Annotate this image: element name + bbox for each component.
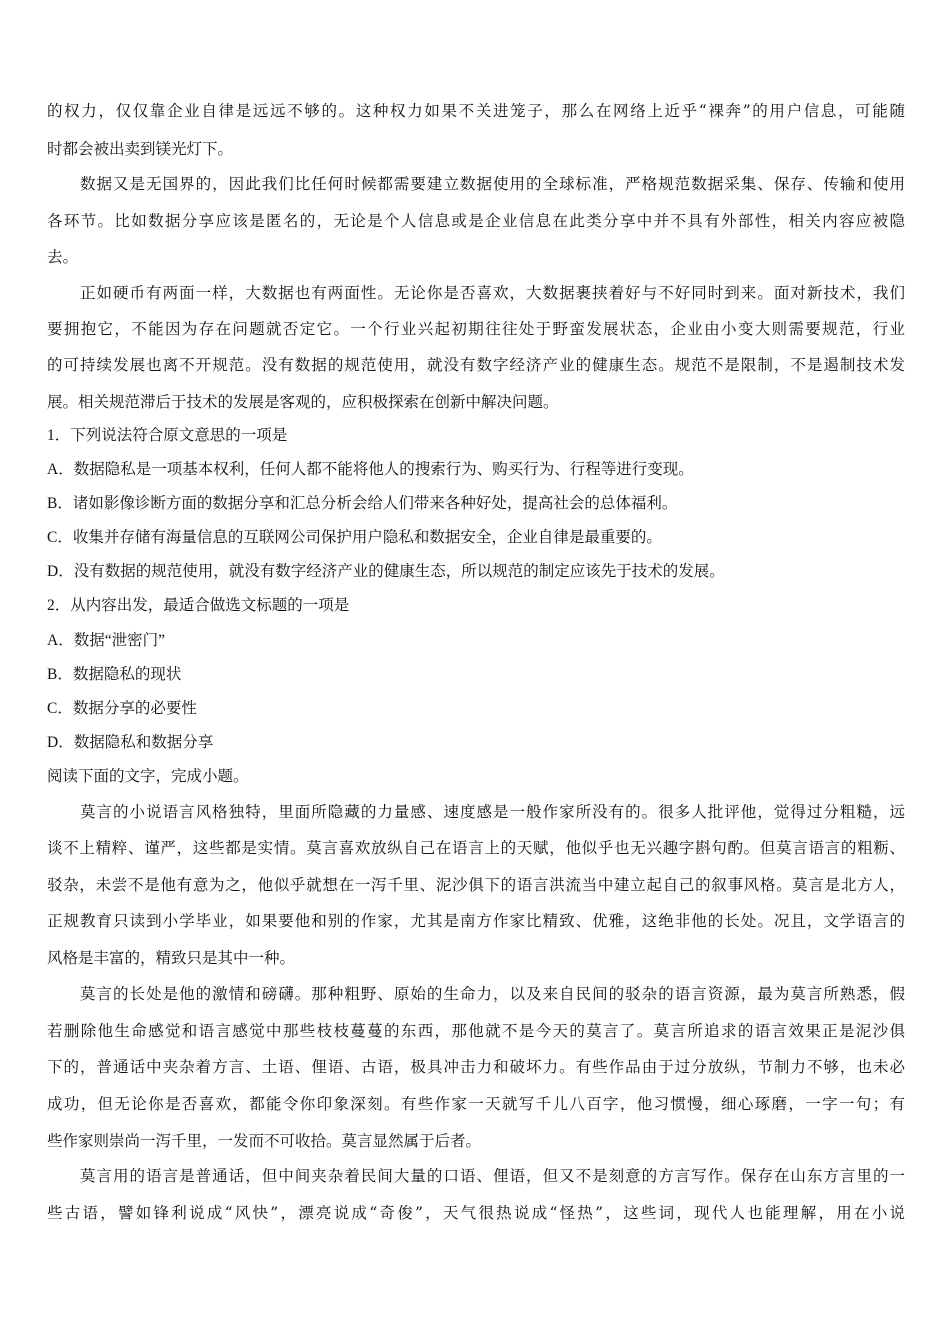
paragraph-coin-line-4: 展。相关规范滞后于技术的发展是客观的，应积极探索在创新中解决问题。 [47,393,559,411]
question-2-option-c: C．数据分享的必要性 [47,700,197,717]
question-2-option-b: B．数据隐私的现状 [47,666,182,683]
question-1-stem: 1．下列说法符合原文意思的一项是 [47,427,288,444]
paragraph-moyan-1-line-4: 正规教育只读到小学毕业，如果要他和别的作家，尤其是南方作家比精致、优雅，这绝非他的长处。况且，文学语言的 [47,912,905,930]
paragraph-moyan-2-line-3: 下的，普通话中夹杂着方言、土语、俚语、古语，极具冲击力和破坏力。有些作品由于过分放纵，节制力不够，也未必 [47,1058,905,1076]
paragraph-moyan-3-line-2: 些古语，譬如锋利说成“风快”，漂亮说成“奇俊”，天气很热说成“怪热”，这些词，现代人也能理解，用在小说 [47,1204,905,1222]
paragraph-privacy-line-1: 的权力，仅仅靠企业自律是远远不够的。这种权力如果不关进笼子，那么在网络上近乎“裸奔”的用户信息，可能随 [47,102,905,120]
paragraph-standards-line-2: 各环节。比如数据分享应该是匿名的，无论是个人信息或是企业信息在此类分享中并不具有外部性，相关内容应被隐 [47,212,905,230]
question-1-option-a: A．数据隐私是一项基本权利，任何人都不能将他人的搜索行为、购买行为、行程等进行变现。 [47,461,694,478]
paragraph-moyan-2-line-5: 些作家则崇尚一泻千里，一发而不可收拾。莫言显然属于后者。 [47,1132,482,1150]
paragraph-coin-line-1: 正如硬币有两面一样，大数据也有两面性。无论你是否喜欢，大数据裹挟着好与不好同时到来。面对新技术，我们 [80,284,905,302]
question-2-option-d: D．数据隐私和数据分享 [47,734,214,751]
paragraph-coin-line-2: 要拥抱它，不能因为存在问题就否定它。一个行业兴起初期往往处于野蛮发展状态，企业由小变大则需要规范，行业 [47,320,905,338]
question-1-option-b: B．诸如影像诊断方面的数据分享和汇总分析会给人们带来各种好处，提高社会的总体福利。 [47,495,678,512]
question-2-stem: 2．从内容出发，最适合做选文标题的一项是 [47,597,350,614]
question-1-option-c: C．收集并存储有海量信息的互联网公司保护用户隐私和数据安全，企业自律是最重要的。 [47,529,662,546]
paragraph-privacy-line-2: 时都会被出卖到镁光灯下。 [47,140,234,158]
question-1-option-d: D．没有数据的规范使用，就没有数字经济产业的健康生态，所以规范的制定应该先于技术的发展。 [47,563,725,580]
paragraph-moyan-1-line-5: 风格是丰富的，精致只是其中一种。 [47,949,296,967]
paragraph-moyan-1-line-2: 谈不上精粹、谨严，这些都是实情。莫言喜欢放纵自己在语言上的天赋，他似乎也无兴趣字斟句酌。但莫言语言的粗粝、 [47,839,905,857]
paragraph-moyan-1-line-3: 驳杂，未尝不是他有意为之，他似乎就想在一泻千里、泥沙俱下的语言洪流当中建立起自己的叙事风格。莫言是北方人， [47,876,905,894]
paragraph-moyan-2-line-2: 若删除他生命感觉和语言感觉中那些枝枝蔓蔓的东西，那他就不是今天的莫言了。莫言所追求的语言效果正是泥沙俱 [47,1022,905,1040]
paragraph-moyan-2-line-1: 莫言的长处是他的激情和磅礴。那种粗野、原始的生命力，以及来自民间的驳杂的语言资源，最为莫言所熟悉，假 [80,985,905,1003]
paragraph-moyan-1-line-1: 莫言的小说语言风格独特，里面所隐藏的力量感、速度感是一般作家所没有的。很多人批评他，觉得过分粗糙，远 [80,803,905,821]
paragraph-moyan-3-line-1: 莫言用的语言是普通话，但中间夹杂着民间大量的口语、俚语，但又不是刻意的方言写作。保存在山东方言里的一 [80,1167,905,1185]
question-2-option-a: A．数据“泄密门” [47,632,165,649]
paragraph-standards-line-3: 去。 [47,248,79,266]
paragraph-standards-line-1: 数据又是无国界的，因此我们比任何时候都需要建立数据使用的全球标准，严格规范数据采集、保存、传输和使用 [80,175,905,193]
reading-instruction: 阅读下面的文字，完成小题。 [47,768,249,785]
paragraph-moyan-2-line-4: 成功，但无论你是否喜欢，都能令你印象深刻。有些作家一天就写千儿八百字，他习惯慢，细心琢磨，一字一句；有 [47,1095,905,1113]
paragraph-coin-line-3: 的可持续发展也离不开规范。没有数据的规范使用，就没有数字经济产业的健康生态。规范不是限制，不是遏制技术发 [47,356,905,374]
